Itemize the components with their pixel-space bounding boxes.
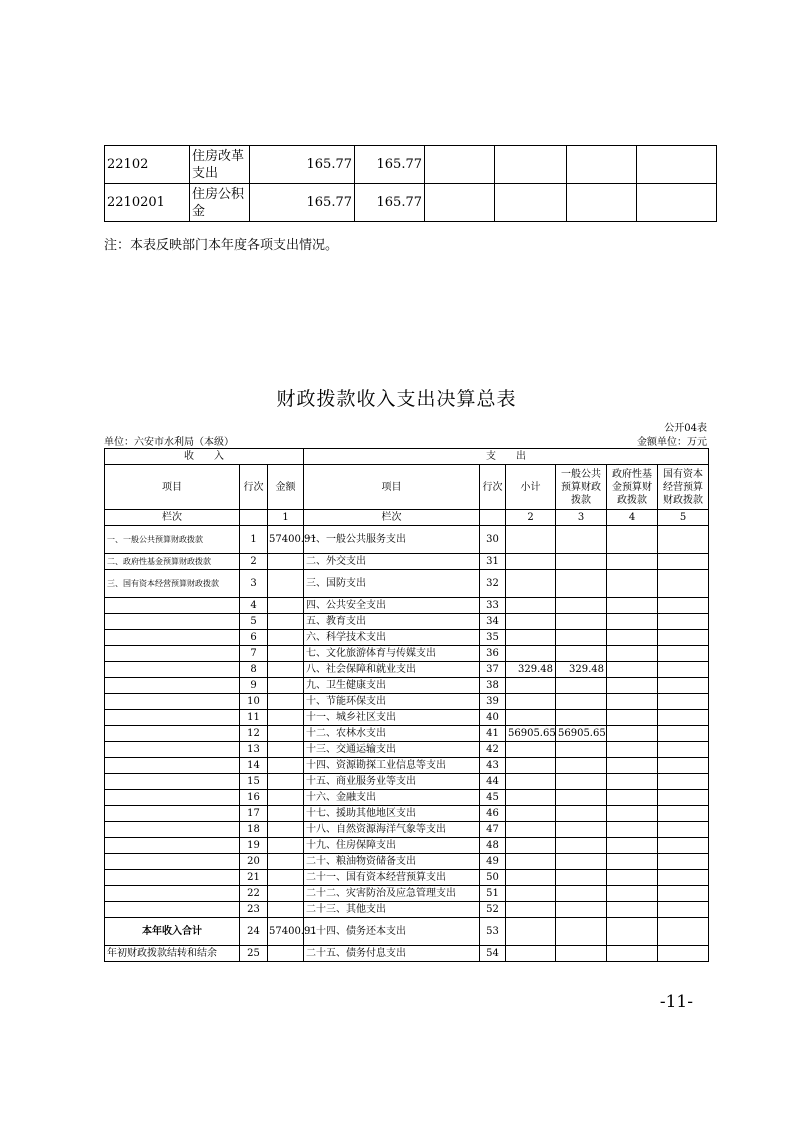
expense-subtotal: 56905.65 [506,726,556,742]
expense-subtotal [506,946,556,962]
expense-item: 五、教育支出 [304,614,480,630]
expense-line: 34 [480,614,506,630]
expense-subtotal [506,902,556,918]
income-item [105,742,240,758]
expense-general-budget [556,710,607,726]
col-fund-budget: 政府性基金预算财政拨款 [607,465,658,510]
expense-state-capital [658,710,709,726]
table-row [105,694,709,710]
expense-line: 39 [480,694,506,710]
income-line: 25 [240,946,268,962]
expense-subtotal [506,554,556,570]
expense-fund-budget [607,806,658,822]
income-item: 本年收入合计 [105,918,240,946]
income-line: 18 [240,822,268,838]
table-row [105,758,709,774]
expense-fund-budget [607,822,658,838]
expense-fund-budget [607,918,658,946]
table-row [105,662,709,678]
expense-subtotal [506,774,556,790]
row-value: 165.77 [250,184,355,222]
expense-line: 51 [480,886,506,902]
income-amount [268,854,304,870]
expense-item: 二十四、债务还本支出 [304,918,480,946]
report-title: 财政拨款收入支出决算总表 [276,388,517,410]
table-row [105,886,709,902]
col-label: 栏次 [105,510,240,526]
table-row [105,554,709,570]
income-item [105,822,240,838]
expense-line: 54 [480,946,506,962]
income-item: 二、政府性基金预算财政拨款 [105,554,240,570]
income-line: 13 [240,742,268,758]
expense-general-budget [556,570,607,598]
expense-state-capital [658,886,709,902]
expense-fund-budget [607,742,658,758]
income-item [105,854,240,870]
expense-general-budget [556,694,607,710]
income-amount [268,886,304,902]
expense-fund-budget [607,726,658,742]
expense-state-capital [658,662,709,678]
income-line: 5 [240,614,268,630]
expense-fund-budget [607,774,658,790]
income-amount [268,570,304,598]
expense-state-capital [658,570,709,598]
col-state-capital: 国有资本经营预算财政拨款 [658,465,709,510]
expense-item: 八、社会保障和就业支出 [304,662,480,678]
expense-subtotal [506,646,556,662]
expense-line: 38 [480,678,506,694]
expense-line: 52 [480,902,506,918]
col-index: 1 [268,510,304,526]
row-value: 165.77 [355,184,425,222]
col-index: 2 [506,510,556,526]
expense-item: 十六、金融支出 [304,790,480,806]
income-line: 17 [240,806,268,822]
expense-item: 十四、资源勘探工业信息等支出 [304,758,480,774]
col-line: 行次 [480,465,506,510]
income-line: 24 [240,918,268,946]
table-row [105,598,709,614]
expense-subtotal [506,758,556,774]
expense-item: 十、节能环保支出 [304,694,480,710]
expense-item: 十二、农林水支出 [304,726,480,742]
expense-fund-budget [607,886,658,902]
expense-state-capital [658,554,709,570]
expense-fund-budget [607,854,658,870]
income-item [105,902,240,918]
expense-fund-budget [607,694,658,710]
income-item [105,662,240,678]
row-code: 22102 [105,146,190,184]
expense-subtotal [506,870,556,886]
expense-line: 41 [480,726,506,742]
income-line: 2 [240,554,268,570]
income-amount [268,726,304,742]
expense-subtotal [506,630,556,646]
expense-fund-budget [607,870,658,886]
expense-item: 二、外交支出 [304,554,480,570]
expense-general-budget: 56905.65 [556,726,607,742]
table-row [105,902,709,918]
table-row [105,822,709,838]
header-row [105,465,709,510]
expense-item: 二十一、国有资本经营预算支出 [304,870,480,886]
income-amount [268,902,304,918]
income-amount [268,646,304,662]
row-name: 住房公积金 [190,184,250,222]
table-note: 注：本表反映部门本年度各项支出情况。 [104,238,339,253]
income-amount [268,838,304,854]
income-item [105,710,240,726]
col-index: 3 [556,510,607,526]
income-amount: 57400.91 [268,526,304,554]
income-amount [268,710,304,726]
income-amount [268,806,304,822]
expense-general-budget [556,918,607,946]
expense-general-budget [556,526,607,554]
table-row [105,184,717,222]
income-item [105,886,240,902]
income-amount: 57400.91 [268,918,304,946]
expense-line: 37 [480,662,506,678]
income-line: 21 [240,870,268,886]
expense-state-capital [658,902,709,918]
expense-general-budget [556,870,607,886]
amount-unit-label: 金额单位：万元 [637,437,707,448]
expense-subtotal [506,822,556,838]
expense-state-capital [658,806,709,822]
expense-fund-budget [607,902,658,918]
income-item [105,646,240,662]
expense-item: 二十二、灾害防治及应急管理支出 [304,886,480,902]
expense-general-budget [556,946,607,962]
expense-state-capital [658,774,709,790]
income-item [105,774,240,790]
expense-line: 43 [480,758,506,774]
expense-item: 十八、自然资源海洋气象等支出 [304,822,480,838]
expense-state-capital [658,758,709,774]
expense-line: 46 [480,806,506,822]
income-line: 10 [240,694,268,710]
expense-item: 六、科学技术支出 [304,630,480,646]
expense-state-capital [658,838,709,854]
table-row [105,870,709,886]
expense-item: 十一、城乡社区支出 [304,710,480,726]
col-item: 项目 [105,465,240,510]
income-line: 16 [240,790,268,806]
col-line: 行次 [240,465,268,510]
table-row [105,854,709,870]
expense-line: 36 [480,646,506,662]
income-line: 7 [240,646,268,662]
table-row [105,630,709,646]
income-item: 年初财政拨款结转和结余 [105,946,240,962]
expense-state-capital [658,918,709,946]
income-item: 三、国有资本经营预算财政拨款 [105,570,240,598]
income-item [105,838,240,854]
expense-subtotal: 329.48 [506,662,556,678]
col-amount: 金额 [268,465,304,510]
column-index-row [105,510,709,526]
income-line: 12 [240,726,268,742]
expense-state-capital [658,742,709,758]
expense-line: 33 [480,598,506,614]
expense-state-capital [658,946,709,962]
table-row [105,678,709,694]
income-amount [268,822,304,838]
income-item [105,806,240,822]
expense-item: 二十三、其他支出 [304,902,480,918]
income-amount [268,614,304,630]
expense-general-budget [556,598,607,614]
table-row [105,790,709,806]
income-item [105,694,240,710]
income-line: 9 [240,678,268,694]
expense-fund-budget [607,838,658,854]
expense-fund-budget [607,790,658,806]
expense-state-capital [658,598,709,614]
table-row [105,946,709,962]
expense-line: 45 [480,790,506,806]
expense-state-capital [658,646,709,662]
expense-subtotal [506,526,556,554]
row-value: 165.77 [355,146,425,184]
expense-subtotal [506,570,556,598]
expense-general-budget [556,678,607,694]
expense-line: 47 [480,822,506,838]
expense-fund-budget [607,554,658,570]
expense-general-budget [556,742,607,758]
income-amount [268,598,304,614]
expense-fund-budget [607,646,658,662]
expense-fund-budget [607,630,658,646]
income-amount [268,790,304,806]
table-row [105,710,709,726]
income-item [105,598,240,614]
expense-general-budget [556,614,607,630]
expense-fund-budget [607,598,658,614]
table-row [105,774,709,790]
expense-state-capital [658,526,709,554]
expense-state-capital [658,870,709,886]
expense-fund-budget [607,678,658,694]
expense-state-capital [658,726,709,742]
table-row [105,742,709,758]
table-row [105,526,709,554]
expense-general-budget [556,630,607,646]
expense-subtotal [506,854,556,870]
income-header: 收 入 [105,449,304,465]
income-line: 3 [240,570,268,598]
expense-line: 50 [480,870,506,886]
expense-general-budget [556,822,607,838]
income-amount [268,630,304,646]
expense-line: 42 [480,742,506,758]
income-item: 一、一般公共预算财政拨款 [105,526,240,554]
expense-subtotal [506,918,556,946]
expense-line: 49 [480,854,506,870]
expense-subtotal [506,694,556,710]
expense-state-capital [658,822,709,838]
expense-item: 十三、交通运输支出 [304,742,480,758]
expense-state-capital [658,854,709,870]
expense-item: 二十五、债务付息支出 [304,946,480,962]
income-line: 6 [240,630,268,646]
expense-line: 31 [480,554,506,570]
table-row [105,646,709,662]
income-line: 14 [240,758,268,774]
expense-subtotal [506,710,556,726]
fiscal-summary-table [104,448,709,962]
row-value: 165.77 [250,146,355,184]
expense-line: 35 [480,630,506,646]
income-amount [268,870,304,886]
income-line: 23 [240,902,268,918]
expense-fund-budget [607,710,658,726]
income-amount [268,758,304,774]
income-amount [268,678,304,694]
expense-general-budget [556,554,607,570]
expense-header: 支 出 [304,449,709,465]
income-line: 11 [240,710,268,726]
expense-fund-budget [607,662,658,678]
expense-general-budget [556,646,607,662]
col-item: 项目 [304,465,480,510]
expense-item: 十七、援助其他地区支出 [304,806,480,822]
table-row [105,838,709,854]
expense-subtotal [506,790,556,806]
expense-state-capital [658,694,709,710]
expense-general-budget [556,790,607,806]
table-row [105,614,709,630]
income-item [105,614,240,630]
expense-fund-budget [607,946,658,962]
expense-item: 十五、商业服务业等支出 [304,774,480,790]
table-row [105,806,709,822]
expense-general-budget: 329.48 [556,662,607,678]
expense-line: 40 [480,710,506,726]
table-row [105,918,709,946]
row-code: 2210201 [105,184,190,222]
expense-line: 32 [480,570,506,598]
expense-general-budget [556,902,607,918]
table-row [105,146,717,184]
expense-state-capital [658,678,709,694]
header-row [105,449,709,465]
expense-fund-budget [607,758,658,774]
income-line: 4 [240,598,268,614]
expense-general-budget [556,838,607,854]
income-line: 1 [240,526,268,554]
income-line: 20 [240,854,268,870]
expense-item: 四、公共安全支出 [304,598,480,614]
income-item [105,758,240,774]
budget-detail-table [104,145,717,222]
income-line: 15 [240,774,268,790]
income-line: 8 [240,662,268,678]
form-number: 公开04表 [664,423,707,434]
expense-item: 七、文化旅游体育与传媒支出 [304,646,480,662]
col-index: 5 [658,510,709,526]
expense-subtotal [506,886,556,902]
income-amount [268,774,304,790]
expense-state-capital [658,614,709,630]
expense-subtotal [506,598,556,614]
expense-line: 44 [480,774,506,790]
income-line: 19 [240,838,268,854]
income-line: 22 [240,886,268,902]
income-amount [268,694,304,710]
income-amount [268,742,304,758]
expense-general-budget [556,886,607,902]
expense-subtotal [506,614,556,630]
expense-line: 53 [480,918,506,946]
expense-general-budget [556,806,607,822]
expense-fund-budget [607,614,658,630]
expense-state-capital [658,790,709,806]
expense-item: 二十、粮油物资储备支出 [304,854,480,870]
unit-label: 单位：六安市水利局（本级） [104,437,234,448]
expense-fund-budget [607,570,658,598]
expense-item: 十九、住房保障支出 [304,838,480,854]
expense-subtotal [506,742,556,758]
expense-item: 九、卫生健康支出 [304,678,480,694]
page-number: -11- [659,992,693,1012]
col-label: 栏次 [304,510,480,526]
expense-subtotal [506,838,556,854]
expense-item: 三、国防支出 [304,570,480,598]
income-amount [268,554,304,570]
income-item [105,790,240,806]
expense-general-budget [556,758,607,774]
income-item [105,726,240,742]
income-amount [268,946,304,962]
expense-subtotal [506,678,556,694]
expense-line: 48 [480,838,506,854]
col-subtotal: 小计 [506,465,556,510]
income-item [105,678,240,694]
expense-general-budget [556,854,607,870]
expense-fund-budget [607,526,658,554]
expense-item: 一、一般公共服务支出 [304,526,480,554]
expense-state-capital [658,630,709,646]
col-general-budget: 一般公共预算财政拨款 [556,465,607,510]
table-row [105,726,709,742]
expense-line: 30 [480,526,506,554]
income-item [105,630,240,646]
col-index: 4 [607,510,658,526]
income-item [105,870,240,886]
income-amount [268,662,304,678]
expense-subtotal [506,806,556,822]
table-row [105,570,709,598]
expense-general-budget [556,774,607,790]
row-name: 住房改革支出 [190,146,250,184]
